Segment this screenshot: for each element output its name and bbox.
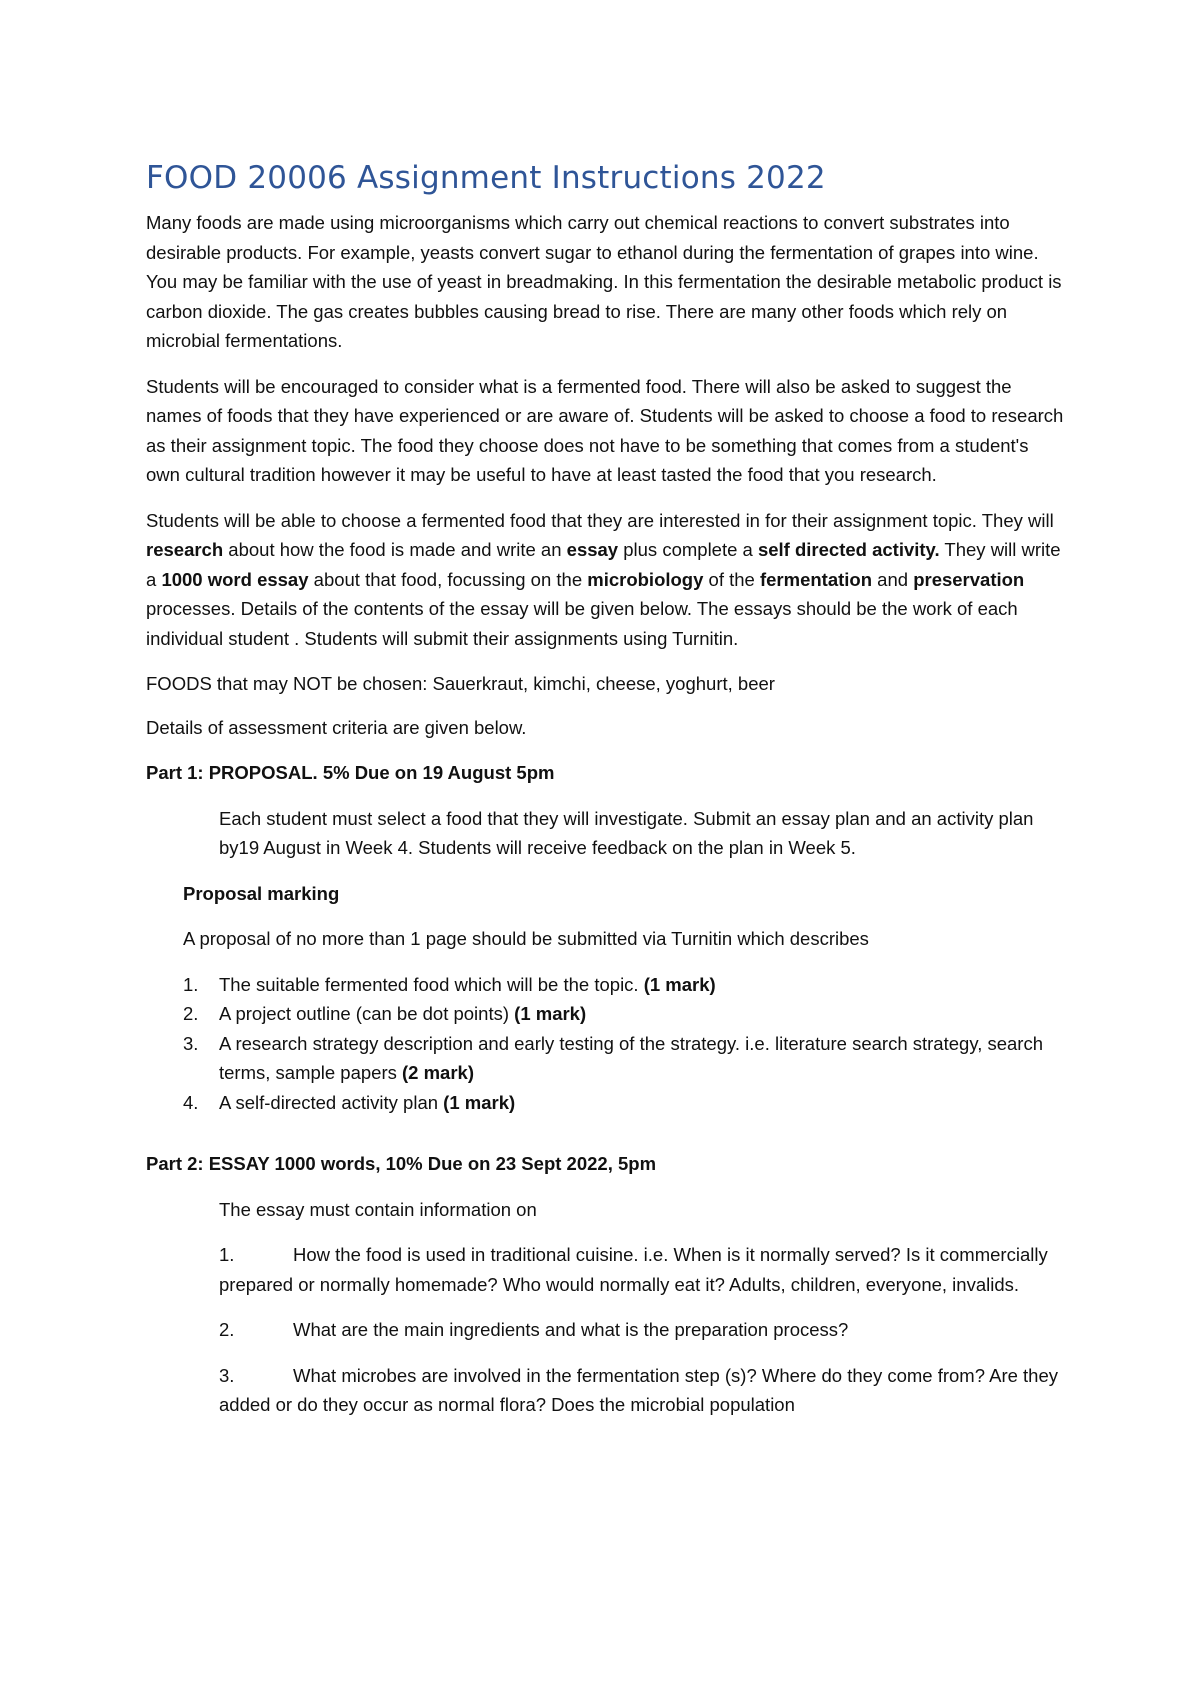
document-content — [146, 160, 1066, 1436]
list-item: 1. The suitable fermented food which will be the topic. (1 mark) — [183, 973, 716, 995]
assignment-overview-paragraph: Students will be able to choose a fermented food that they are interested in for their assignment topic. They will research about how the food is made and write an essay plus complete a self directed activity. They will write a 1000 word essay about that food, focussing on the microbiology of the fermentation and preservation processes. Details of the contents of the essay will be given below. The essays should be the work of each individual student . Students will submit their assignments using Turnitin. — [146, 509, 1061, 649]
encouragement-paragraph: Students will be encouraged to consider what is a fermented food. There will also be asked to suggest the names of foods that they have experienced or are aware of. Students will be asked to choose a food to research as their assignment topic. The food they choose does not have to be something that comes from a student's own cultural tradition however it may be useful to have at least tasted the food that you research. — [146, 375, 1064, 485]
proposal-marking-intro: A proposal of no more than 1 page should be submitted via Turnitin which describes — [183, 928, 869, 949]
intro-paragraph: Many foods are made using microorganisms which carry out chemical reactions to convert substrates into desirable products. For example, yeasts convert sugar to ethanol during the fermentation of grapes into wine. You may be familiar with the use of yeast in breadmaking. In this fermentation the desirable metabolic product is carbon dioxide. The gas creates bubbles causing bread to rise. There are many other foods which rely on microbial fermentations. — [146, 212, 1062, 351]
list-item: 1. How the food is used in traditional cuisine. i.e. When is it normally served? Is it commercially prepared or normally homemade? Who would normally eat it? Adults, children, everyone, invalids. — [219, 1244, 1048, 1295]
part1-body: Each student must select a food that they will investigate. Submit an essay plan and an activity plan by19 August in Week 4. Students will receive feedback on the plan in Week 5. — [219, 807, 1034, 858]
proposal-marking-list — [183, 970, 1066, 1118]
criteria-note: Details of assessment criteria are given below. — [146, 716, 527, 738]
part2-heading: Part 2: ESSAY 1000 words, 10% Due on 23 Sept 2022, 5pm — [146, 1153, 657, 1174]
part1-heading: Part 1: PROPOSAL. 5% Due on 19 August 5pm — [146, 762, 555, 783]
list-item: 3. What microbes are involved in the fermentation step (s)? Where do they come from? Are they added or do they occur as normal flora? Does the microbial population — [219, 1364, 1059, 1415]
proposal-marking-heading: Proposal marking — [183, 882, 340, 904]
list-item: 4. A self-directed activity plan (1 mark) — [183, 1091, 516, 1113]
list-item: 2. A project outline (can be dot points) (1 mark) — [183, 1003, 587, 1024]
excluded-foods-line: FOODS that may NOT be chosen: Sauerkraut, kimchi, cheese, yoghurt, beer — [146, 673, 775, 694]
part2-intro: The essay must contain information on — [219, 1198, 537, 1220]
document-title: FOOD 20006 Assignment Instructions 2022 — [146, 160, 826, 196]
list-item: 3. A research strategy description and early testing of the strategy. i.e. literature search strategy, search terms, sample papers (2 mark) — [183, 1032, 1043, 1083]
list-item: 2. What are the main ingredients and what is the preparation process? — [219, 1319, 849, 1340]
